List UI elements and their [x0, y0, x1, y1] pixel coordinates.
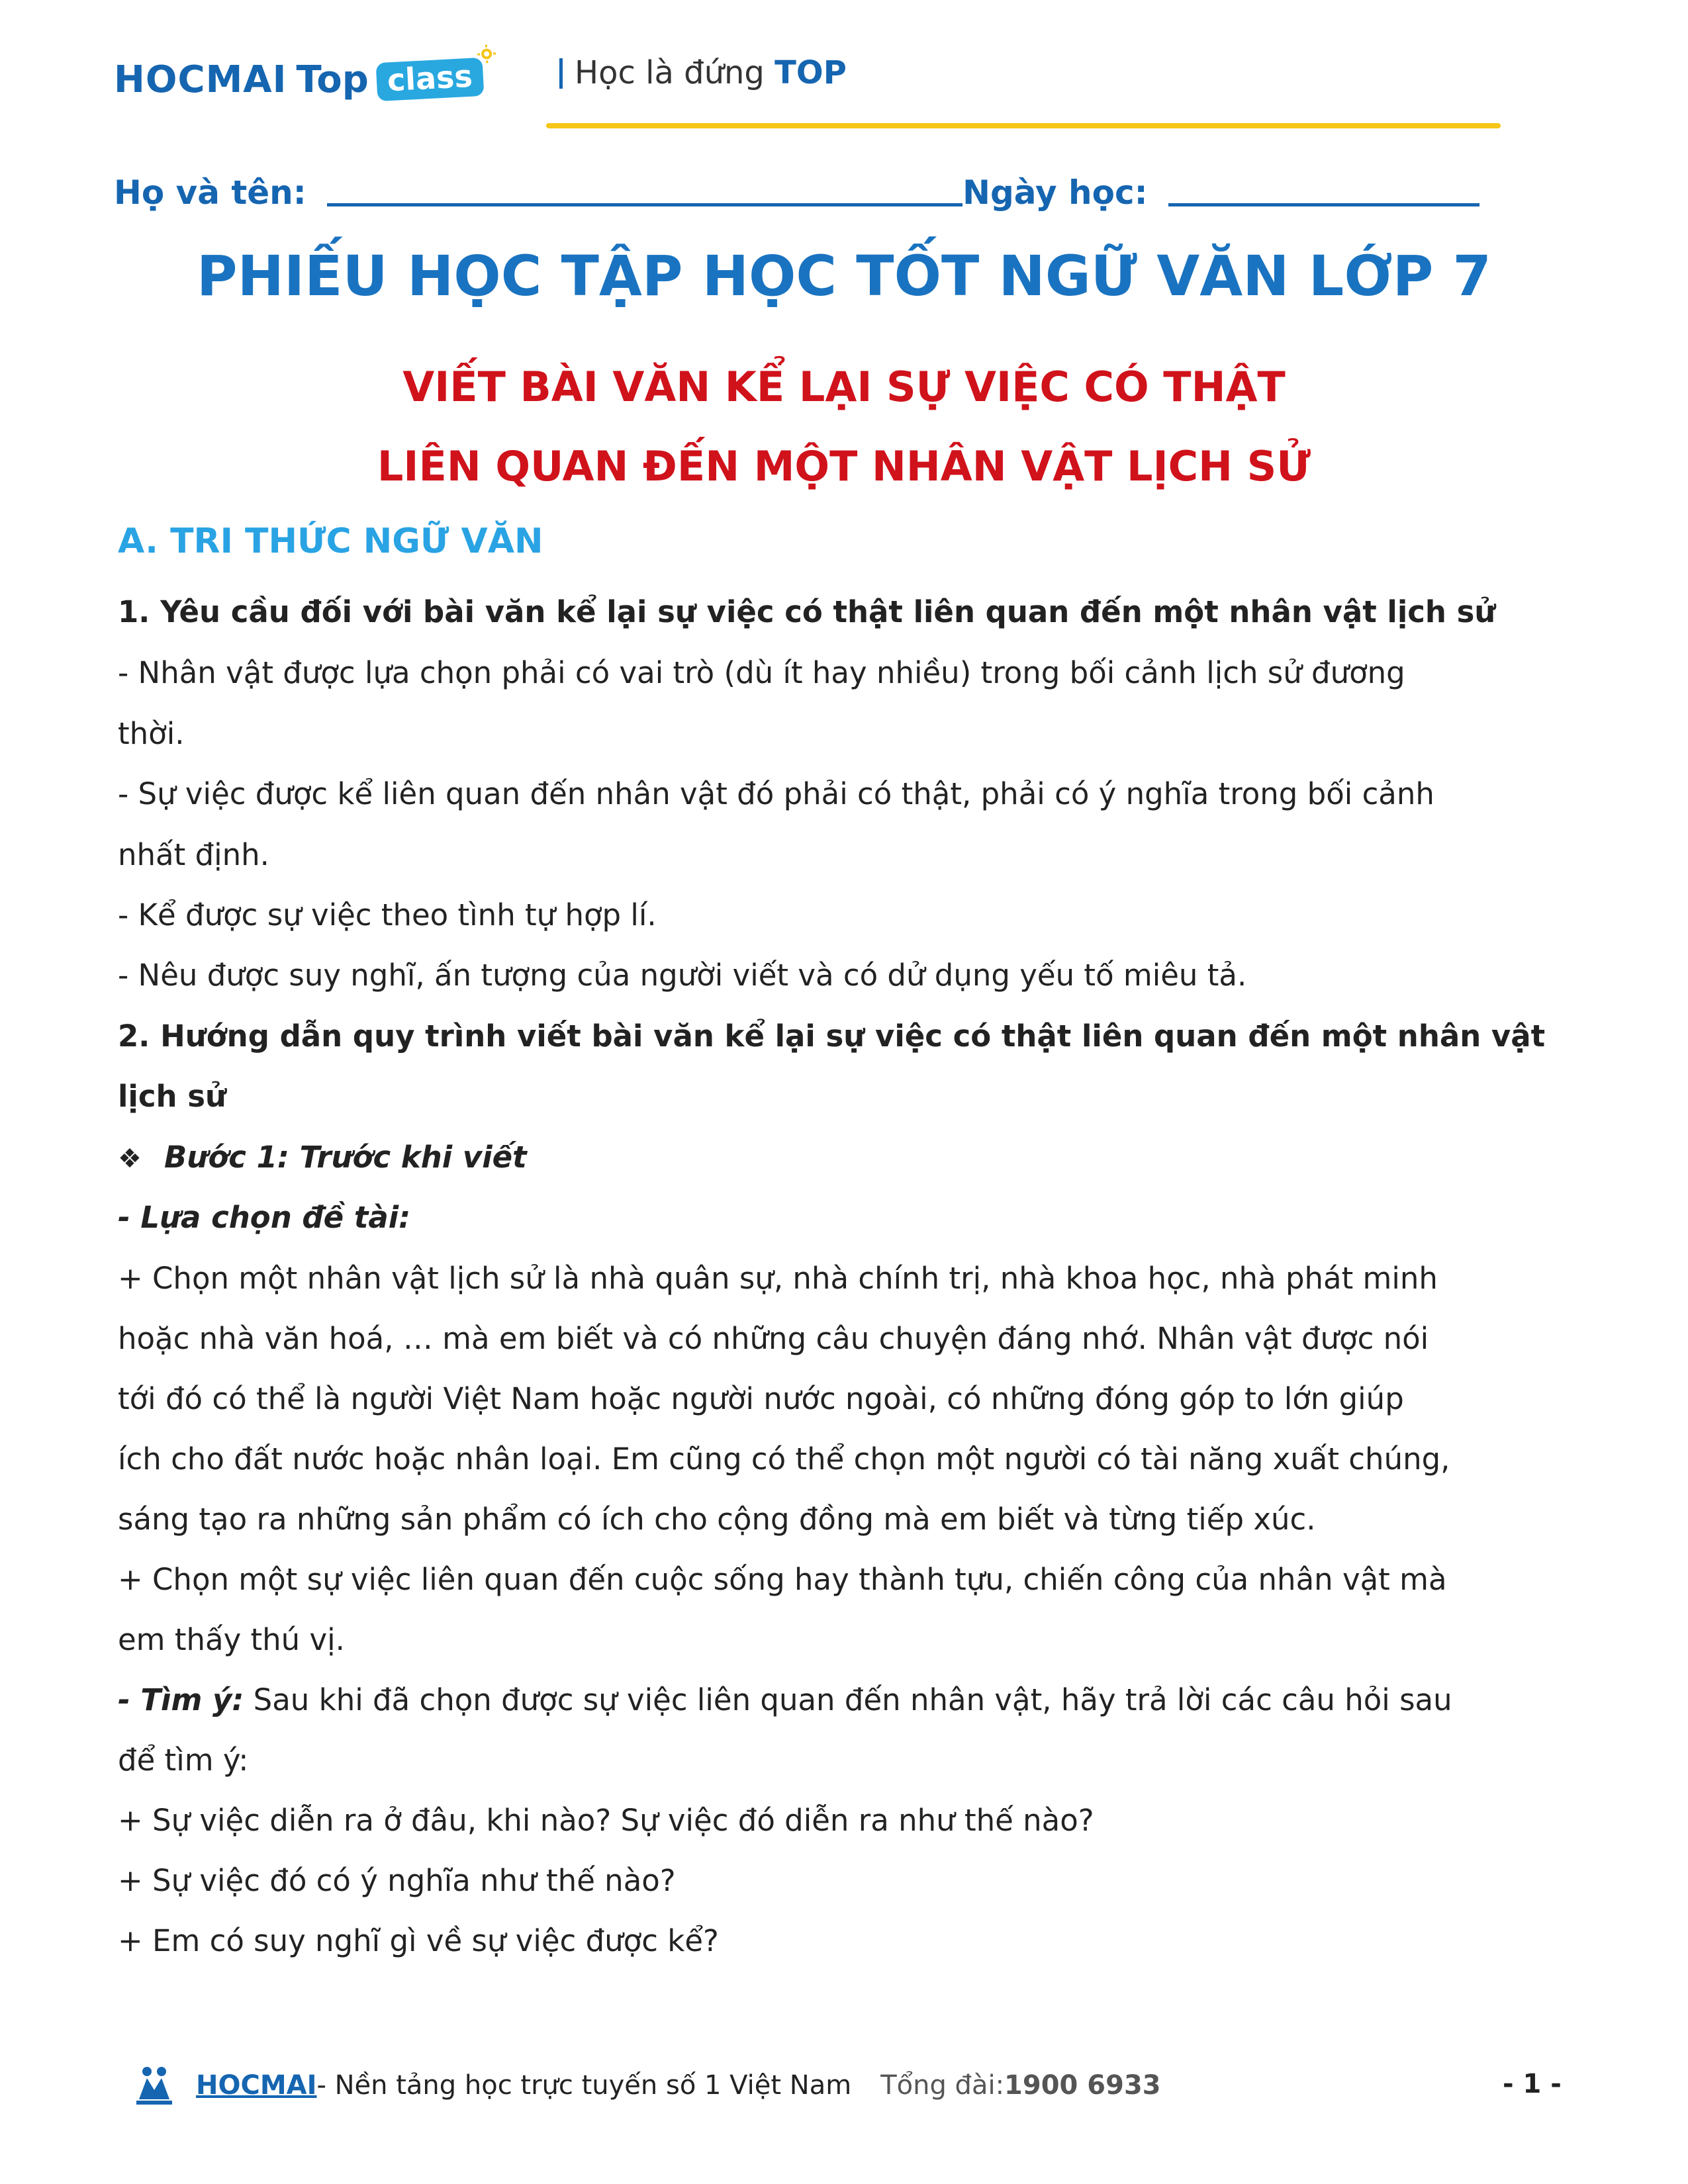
- heading-1: 1. Yêu cầu đối với bài văn kể lại sự việc có thật liên quan đến một nhân vật lịch sử: [118, 594, 1496, 629]
- logo-top-text: Top: [296, 58, 369, 101]
- date-label: Ngày học:: [962, 173, 1148, 212]
- paragraph-line: thời.: [118, 716, 185, 751]
- date-blank[interactable]: [1168, 177, 1479, 206]
- paragraph-line: hoặc nhà văn hoá, … mà em biết và có những câu chuyện đáng nhớ. Nhân vật được nói: [118, 1321, 1429, 1356]
- paragraph-line: - Sự việc được kể liên quan đến nhân vật đó phải có thật, phải có ý nghĩa trong bối cảnh: [118, 776, 1434, 811]
- step-1-row: [118, 1140, 527, 1175]
- subtitle-line-1: VIẾT BÀI VĂN KỂ LẠI SỰ VIỆC CÓ THẬT: [402, 363, 1286, 411]
- footer-hotline-label: Tổng đài:: [880, 2070, 1005, 2101]
- question-line: + Sự việc diễn ra ở đâu, khi nào? Sự việc đó diễn ra như thế nào?: [118, 1803, 1094, 1838]
- paragraph-line: em thấy thú vị.: [118, 1622, 345, 1657]
- student-info-row: [114, 173, 1479, 212]
- paragraph-line: + Chọn một nhân vật lịch sử là nhà quân sự, nhà chính trị, nhà khoa học, nhà phát minh: [118, 1261, 1438, 1296]
- paragraph-line: tới đó có thể là người Việt Nam hoặc người nước ngoài, có những đóng góp to lớn giúp: [118, 1381, 1404, 1416]
- tagline: [559, 54, 847, 91]
- page-number: - 1 -: [1503, 2069, 1562, 2099]
- paragraph-line: - Nêu được suy nghĩ, ấn tượng của người viết và có dử dụng yếu tố miêu tả.: [118, 958, 1247, 993]
- sun-icon: [476, 44, 497, 65]
- idea-row: [118, 1682, 1452, 1717]
- footer: [132, 2064, 1161, 2107]
- name-blank[interactable]: [327, 177, 962, 206]
- paragraph-line: ích cho đất nước hoặc nhân loại. Em cũng có thể chọn một người có tài năng xuất chúng,: [118, 1441, 1450, 1477]
- footer-hotline: 1900 6933: [1004, 2070, 1161, 2101]
- footer-slogan: - Nền tảng học trực tuyến số 1 Việt Nam: [316, 2070, 852, 2101]
- idea-text: Sau khi đã chọn được sự việc liên quan đến nhân vật, hãy trả lời các câu hỏi sau: [244, 1682, 1452, 1717]
- heading-2-cont: lịch sử: [118, 1079, 227, 1114]
- page-title: PHIẾU HỌC TẬP HỌC TỐT NGỮ VĂN LỚP 7: [197, 244, 1491, 308]
- tagline-top: TOP: [774, 54, 847, 91]
- diamond-bullet-icon: ❖: [118, 1144, 142, 1174]
- paragraph-line: để tìm ý:: [118, 1743, 249, 1778]
- logo-class-badge: [375, 58, 484, 101]
- paragraph-line: nhất định.: [118, 837, 269, 872]
- paragraph-line: sáng tạo ra những sản phẩm có ích cho cộng đồng mà em biết và từng tiếp xúc.: [118, 1502, 1316, 1537]
- paragraph-line: + Chọn một sự việc liên quan đến cuộc sống hay thành tựu, chiến công của nhân vật mà: [118, 1562, 1447, 1597]
- topic-label: - Lựa chọn đề tài:: [118, 1200, 411, 1235]
- paragraph-line: - Kể được sự việc theo tình tự hợp lí.: [118, 897, 657, 933]
- brand-logo: [114, 46, 483, 113]
- idea-label: - Tìm ý:: [118, 1682, 244, 1717]
- tagline-divider: [559, 58, 563, 89]
- logo-class-text: class: [386, 58, 473, 99]
- name-label: Họ và tên:: [114, 173, 306, 212]
- question-line: + Sự việc đó có ý nghĩa như thế nào?: [118, 1863, 676, 1898]
- footer-brand-link[interactable]: HOCMAI: [196, 2070, 317, 2101]
- tagline-prefix: Học là đứng: [575, 54, 765, 91]
- paragraph-line: - Nhân vật được lựa chọn phải có vai trò (dù ít hay nhiều) trong bối cảnh lịch sử đương: [118, 655, 1405, 690]
- section-heading-a: A. TRI THỨC NGỮ VĂN: [118, 522, 543, 561]
- header-underline: [546, 123, 1501, 128]
- logo-hocmai-text: HOCMAI: [114, 58, 287, 101]
- subtitle-line-2: LIÊN QUAN ĐẾN MỘT NHÂN VẬT LỊCH SỬ: [377, 442, 1311, 490]
- heading-2: 2. Hướng dẫn quy trình viết bài văn kể lại sự việc có thật liên quan đến một nhân vật: [118, 1019, 1546, 1054]
- question-line: + Em có suy nghĩ gì về sự việc được kể?: [118, 1923, 719, 1958]
- hocmai-logo-icon: [132, 2064, 176, 2107]
- step-1-heading: Bước 1: Trước khi viết: [164, 1140, 527, 1175]
